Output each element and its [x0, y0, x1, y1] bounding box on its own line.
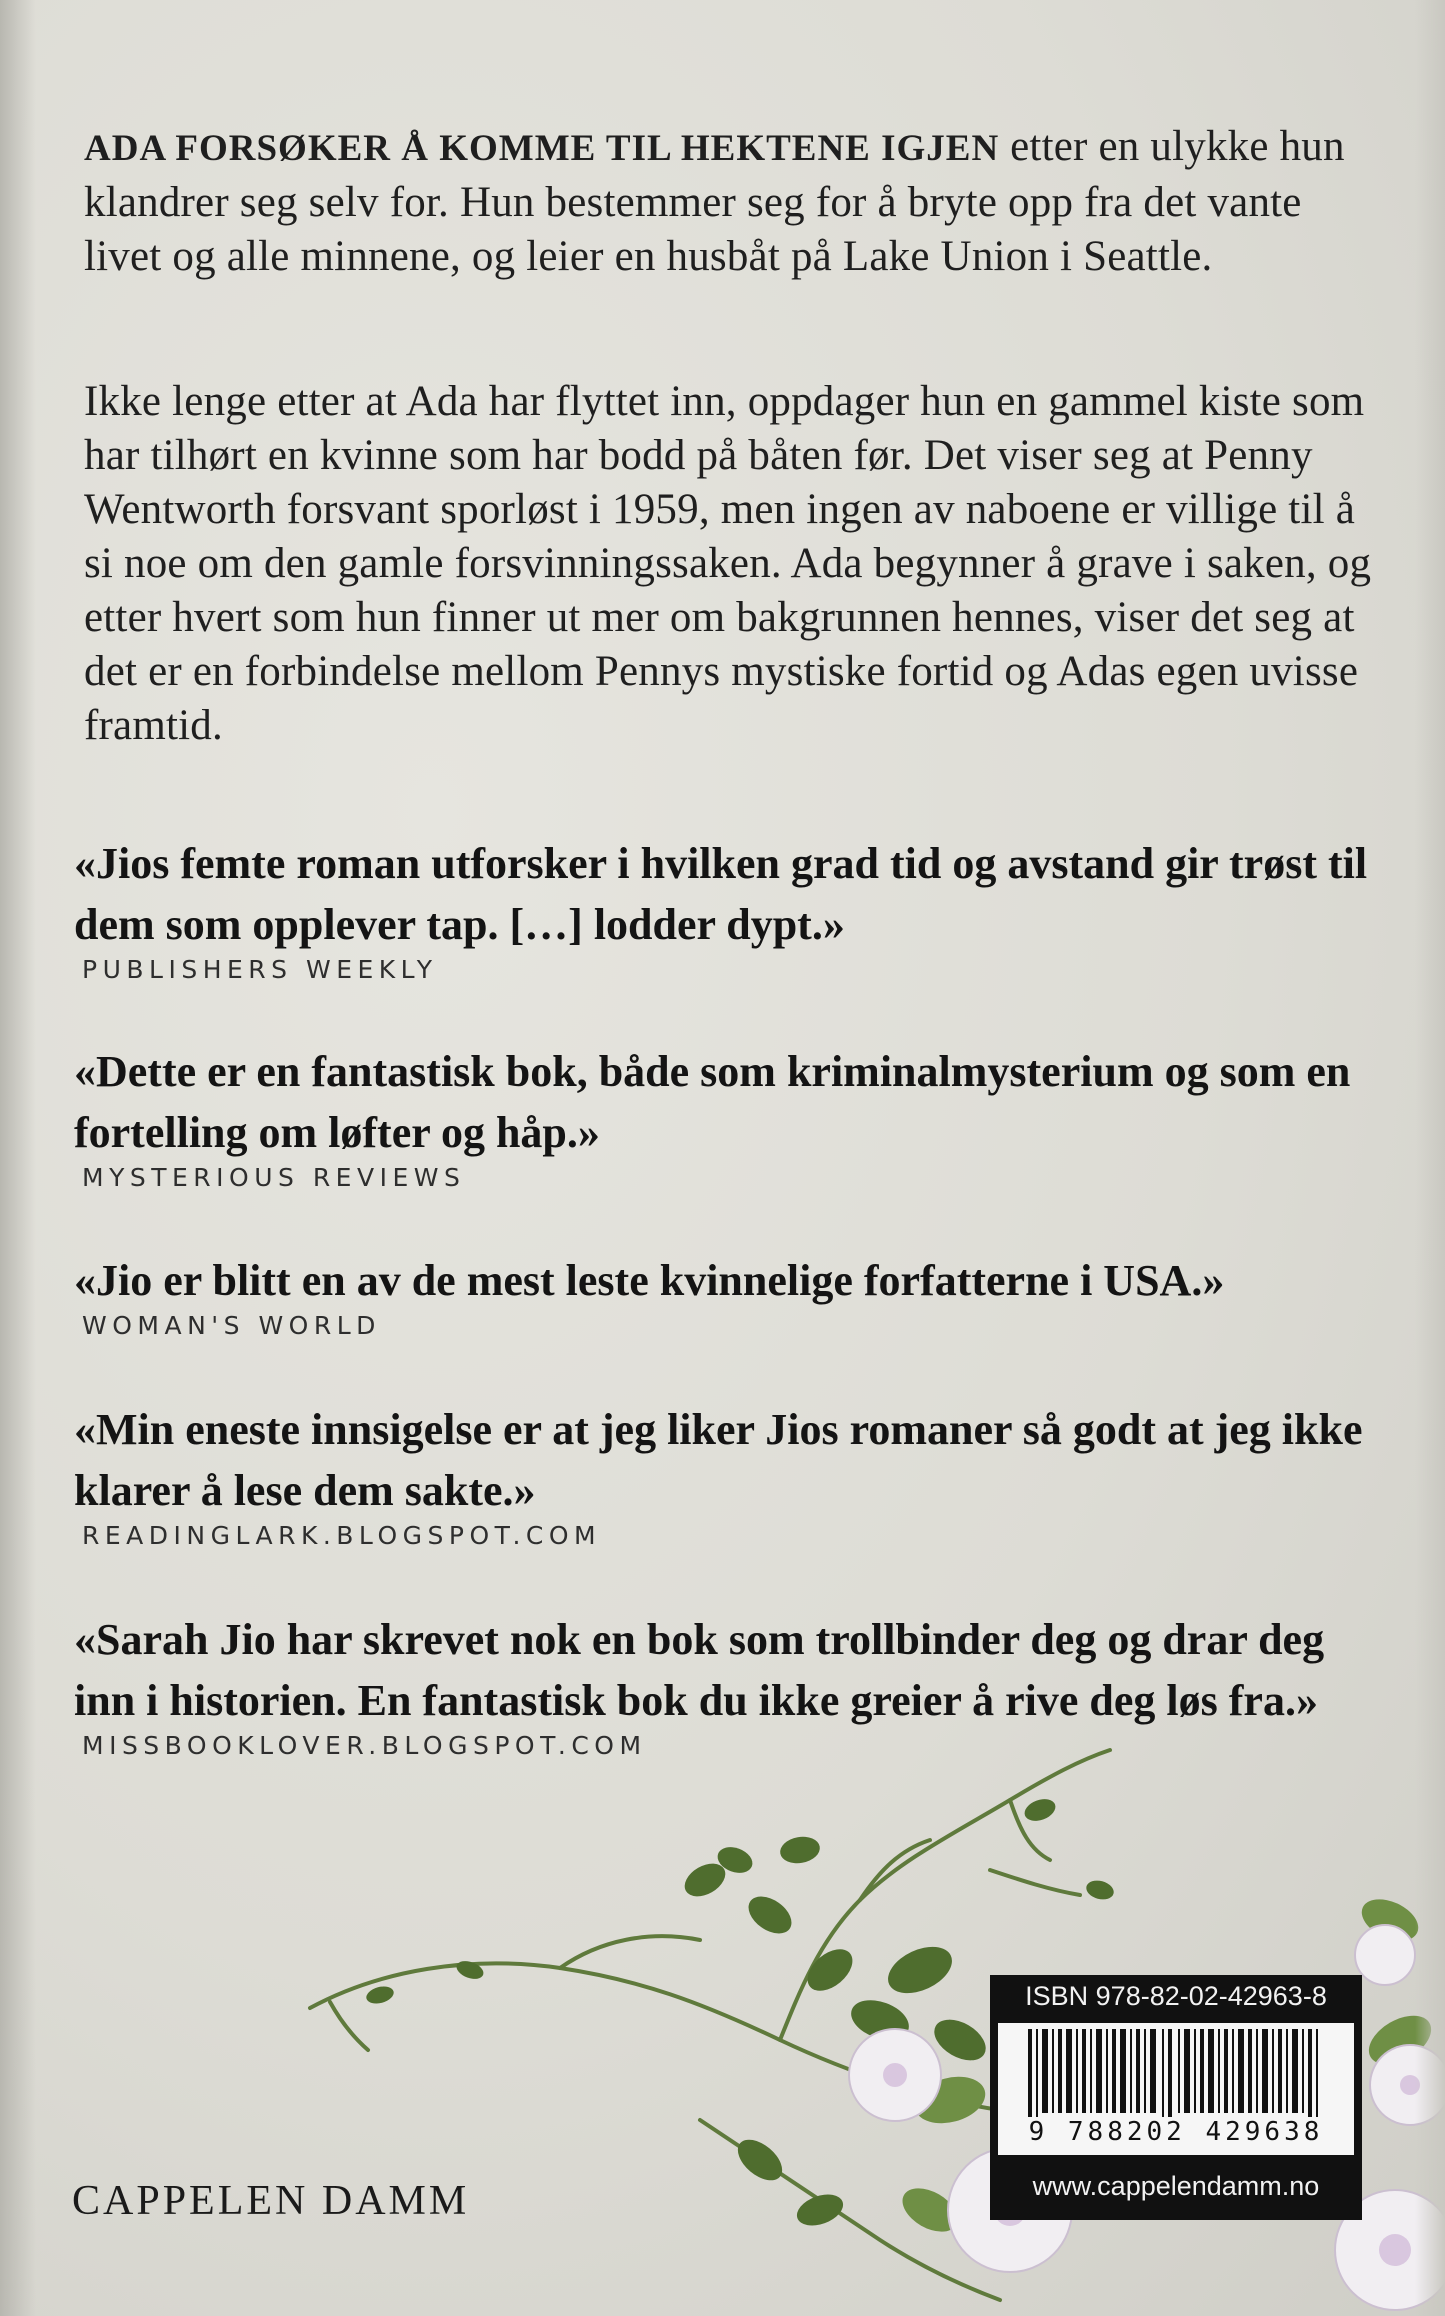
barcode [998, 2023, 1354, 2155]
quote-text: «Min eneste innsigelse er at jeg liker Jios romaner så godt at jeg ikke klarer å lese dem sakte.» [74, 1405, 1363, 1515]
review-quote [74, 1399, 1374, 1550]
quote-source: PUBLISHERS WEEKLY [82, 955, 438, 984]
publisher-logo: CAPPELEN DAMM [72, 2178, 470, 2224]
blurb-paragraph-1-text: etter en ulykke hun klandrer seg selv for. Hun bestemmer seg for å bryte opp fra det vante livet og alle minnene, og leier en husbåt på Lake Union i Seattle. [84, 123, 1345, 280]
review-quote [74, 1041, 1374, 1192]
review-quote [74, 833, 1374, 984]
blurb-paragraph-2: Ikke lenge etter at Ada har flyttet inn, oppdager hun en gammel kiste som har tilhørt en kvinne som har bodd på båten før. Det viser seg at Penny Wentworth forsvant sporløst i 1959, men ingen av naboene er villige til å si noe om den gamle forsvinningssaken. Ada begynner å grave i saken, og etter hvert som hun finner ut mer om bakgrunnen hennes, viser det seg at det er en forbindelse mellom Pennys mystiske fortid og Adas egen uvisse framtid. [84, 378, 1372, 749]
quote-source: MYSTERIOUS REVIEWS [82, 1163, 466, 1192]
isbn-barcode-block [990, 1975, 1362, 2220]
barcode-digits: 9 788202 429638 [998, 2117, 1354, 2147]
quote-text: «Dette er en fantastisk bok, både som kriminalmysterium og som en fortelling om løfter og håp.» [74, 1047, 1351, 1157]
quote-text: «Jios femte roman utforsker i hvilken grad tid og avstand gir trøst til dem som opplever tap. […] lodder dypt.» [74, 839, 1368, 949]
quote-source: READINGLARK.BLOGSPOT.COM [82, 1521, 602, 1550]
quote-text: «Jio er blitt en av de mest leste kvinnelige forfatterne i USA.» [74, 1256, 1225, 1305]
blurb-paragraph-1 [84, 120, 1374, 284]
quote-source: MISSBOOKLOVER.BLOGSPOT.COM [82, 1731, 647, 1760]
blurb-lead: ADA FORSØKER Å KOMME TIL HEKTENE IGJEN [84, 128, 1000, 169]
review-quote [74, 1609, 1374, 1760]
quote-source: WOMAN'S WORLD [82, 1311, 381, 1340]
publisher-url: www.cappelendamm.no [1032, 2171, 1320, 2201]
quote-text: «Sarah Jio har skrevet nok en bok som trollbinder deg og drar deg inn i historien. En fantastisk bok du ikke greier å rive deg løs fra.» [74, 1615, 1325, 1725]
review-quote [74, 1250, 1374, 1340]
barcode-bars [998, 2023, 1354, 2123]
isbn-label: ISBN 978-82-02-42963-8 [1025, 1981, 1327, 2011]
